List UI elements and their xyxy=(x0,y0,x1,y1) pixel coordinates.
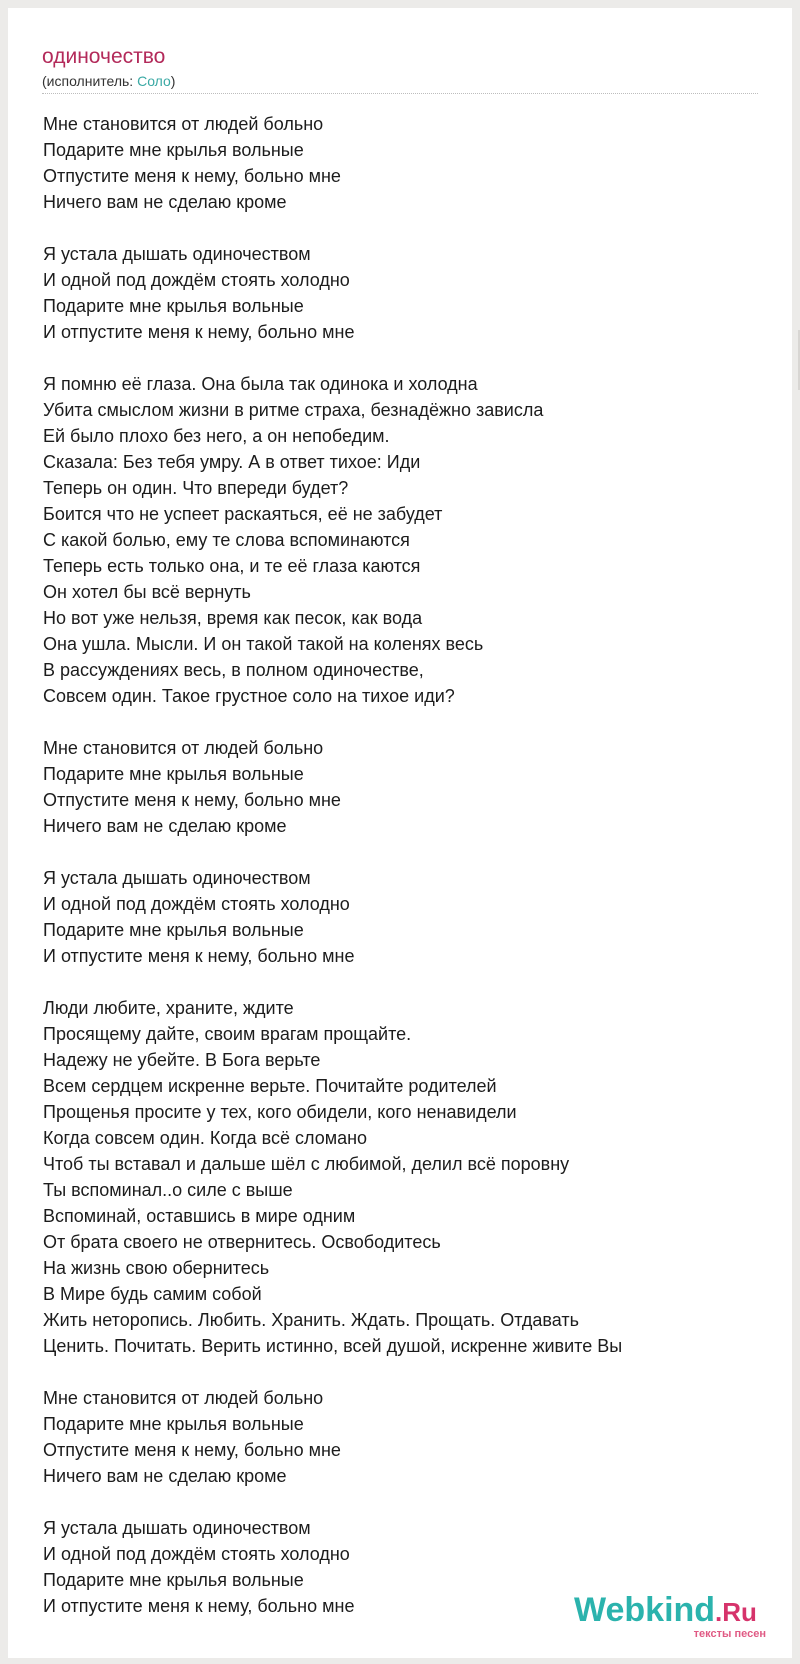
lyric-line: Отпустите меня к нему, больно мне xyxy=(43,166,341,186)
page xyxy=(8,8,792,1658)
lyric-line: Мне становится от людей больно xyxy=(43,1388,324,1408)
artist-prefix: (исполнитель: xyxy=(42,73,138,89)
lyric-line: Когда совсем один. Когда всё сломано xyxy=(43,1128,368,1148)
lyric-line: Я помню её глаза. Она была так одинока и холодна xyxy=(43,374,478,394)
lyric-line: Вспоминай, оставшись в мире одним xyxy=(43,1206,356,1226)
lyric-line: Чтоб ты вставал и дальше шёл с любимой, делил всё поровну xyxy=(43,1154,570,1174)
lyric-line: Ничего вам не сделаю кроме xyxy=(43,192,287,212)
lyric-line: И одной под дождём стоять холодно xyxy=(43,1544,350,1564)
lyrics-stanza xyxy=(43,111,763,215)
logo-tld: .Ru xyxy=(715,1597,757,1627)
lyrics-stanza xyxy=(43,995,763,1359)
lyric-line: Просящему дайте, своим врагам прощайте. xyxy=(43,1024,412,1044)
lyric-line: Она ушла. Мысли. И он такой такой на коленях весь xyxy=(43,634,484,654)
lyric-line: Сказала: Без тебя умру. А в ответ тихое: Иди xyxy=(43,452,421,472)
lyric-line: В рассуждениях весь, в полном одиночестве, xyxy=(43,660,424,680)
lyric-line: Подарите мне крылья вольные xyxy=(43,1414,304,1434)
lyric-line: Отпустите меня к нему, больно мне xyxy=(43,790,341,810)
lyric-line: Совсем один. Такое грустное соло на тихое иди? xyxy=(43,686,455,706)
lyric-line: Мне становится от людей больно xyxy=(43,114,324,134)
lyric-line: Надежу не убейте. В Бога верьте xyxy=(43,1050,321,1070)
logo-brand: Webkind xyxy=(574,1591,716,1629)
lyric-line: Жить неторопись. Любить. Хранить. Ждать. Прощать. Отдавать xyxy=(43,1310,579,1330)
lyric-line: Ничего вам не сделаю кроме xyxy=(43,1466,287,1486)
lyric-line: В Мире будь самим собой xyxy=(43,1284,262,1304)
lyric-line: Ценить. Почитать. Верить истинно, всей душой, искренне живите Вы xyxy=(43,1336,623,1356)
artist-link[interactable]: Соло xyxy=(137,73,171,89)
lyric-line: И отпустите меня к нему, больно мне xyxy=(43,946,355,966)
lyrics-stanza xyxy=(43,865,763,969)
lyric-line: На жизнь свою обернитесь xyxy=(43,1258,270,1278)
lyrics-body xyxy=(43,111,763,1645)
lyrics-stanza xyxy=(43,241,763,345)
lyrics-stanza xyxy=(43,1385,763,1489)
webkind-logo xyxy=(574,1592,774,1640)
lyric-line: Я устала дышать одиночеством xyxy=(43,868,311,888)
lyric-line: И отпустите меня к нему, больно мне xyxy=(43,322,355,342)
lyric-line: Но вот уже нельзя, время как песок, как вода xyxy=(43,608,423,628)
lyric-line: Подарите мне крылья вольные xyxy=(43,296,304,316)
lyric-line: Ничего вам не сделаю кроме xyxy=(43,816,287,836)
lyric-line: Я устала дышать одиночеством xyxy=(43,244,311,264)
lyric-line: Теперь он один. Что впереди будет? xyxy=(43,478,349,498)
song-title: одиночество xyxy=(42,45,166,68)
lyric-line: С какой болью, ему те слова вспоминаются xyxy=(43,530,410,550)
lyric-line: Прощенья просите у тех, кого обидели, кого ненавидели xyxy=(43,1102,517,1122)
title-divider xyxy=(42,93,758,94)
lyrics-stanza xyxy=(43,371,763,709)
lyric-line: И отпустите меня к нему, больно мне xyxy=(43,1596,355,1616)
lyric-line: И одной под дождём стоять холодно xyxy=(43,270,350,290)
lyric-line: Мне становится от людей больно xyxy=(43,738,324,758)
lyric-line: Подарите мне крылья вольные xyxy=(43,140,304,160)
lyrics-stanza xyxy=(43,735,763,839)
logo-wordmark xyxy=(574,1592,757,1630)
artist-suffix: ) xyxy=(170,73,176,89)
logo-tagline: тексты песен xyxy=(693,1628,766,1640)
lyric-line: Всем сердцем искренне верьте. Почитайте родителей xyxy=(43,1076,497,1096)
lyric-line: Я устала дышать одиночеством xyxy=(43,1518,311,1538)
lyric-line: Теперь есть только она, и те её глаза каются xyxy=(43,556,421,576)
lyric-line: Подарите мне крылья вольные xyxy=(43,764,304,784)
lyric-line: От брата своего не отвернитесь. Освободитесь xyxy=(43,1232,441,1252)
lyric-line: Подарите мне крылья вольные xyxy=(43,1570,304,1590)
lyric-line: Убита смыслом жизни в ритме страха, безнадёжно зависла xyxy=(43,400,544,420)
lyric-line: Отпустите меня к нему, больно мне xyxy=(43,1440,341,1460)
lyric-line: Ей было плохо без него, а он непобедим. xyxy=(43,426,390,446)
lyric-line: Он хотел бы всё вернуть xyxy=(43,582,251,602)
artist-line xyxy=(42,72,175,90)
lyric-line: И одной под дождём стоять холодно xyxy=(43,894,350,914)
lyric-line: Подарите мне крылья вольные xyxy=(43,920,304,940)
lyric-line: Ты вспоминал..о силе с выше xyxy=(43,1180,293,1200)
lyric-line: Боится что не успеет раскаяться, её не забудет xyxy=(43,504,443,524)
lyric-line: Люди любите, храните, ждите xyxy=(43,998,294,1018)
